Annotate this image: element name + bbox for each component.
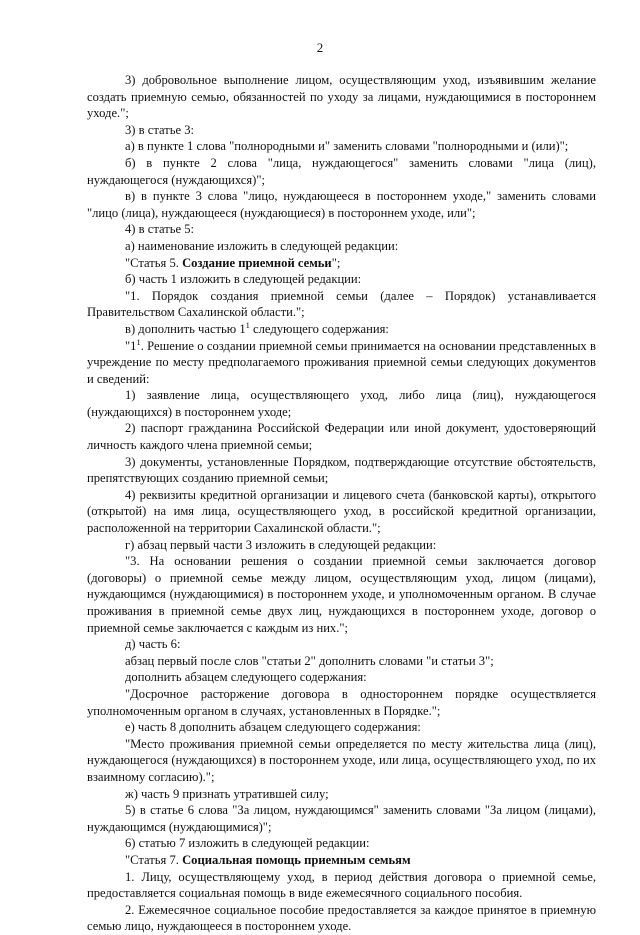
paragraph: а) в пункте 1 слова "полнородными и" заменить словами "полнородными и (или)"; bbox=[125, 139, 569, 154]
paragraph: 6) статью 7 изложить в следующей редакции: bbox=[125, 836, 370, 851]
paragraph: 4) реквизиты кредитной организации и лицевого счета (банковской карты), открытого (открытой) на имя лица, осуществляющего уход, в российской кредитной организации, расположенной на территории Сахалинской области."; bbox=[87, 487, 596, 536]
paragraph: б) в пункте 2 слова "лица, нуждающегося" заменить словами "лица (лиц), нуждающегося (нуждающихся)"; bbox=[87, 155, 596, 187]
paragraph: 1) заявление лица, осуществляющего уход, либо лица (лиц), нуждающегося (нуждающихся) в постороннем уходе; bbox=[87, 388, 596, 419]
paragraph: 3) добровольное выполнение лицом, осуществляющим уход, изъявившим желание создать приемную семью, обязанностей по уходу за лицами, нуждающимися в постороннем уходе."; bbox=[87, 73, 596, 121]
paragraph: 4) в статье 5: bbox=[125, 222, 195, 237]
paragraph: 3) документы, установленные Порядком, подтверждающие отсутствие обстоятельств, препятствующих созданию приемной семьи; bbox=[87, 454, 596, 486]
page-number: 2 bbox=[316, 40, 324, 55]
paragraph: "Статья 5. Создание приемной семьи"; bbox=[125, 255, 341, 270]
paragraph: д) часть 6: bbox=[125, 637, 181, 652]
paragraph: 2. Ежемесячное социальное пособие предоставляется за каждое принятое в приемную семью лицо, нуждающееся в постороннем уходе. bbox=[87, 902, 596, 934]
document-body bbox=[87, 72, 596, 935]
paragraph: в) в пункте 3 слова "лицо, нуждающееся в постороннем уходе," заменить словами "лицо (лица), нуждающееся (нуждающиеся) в постороннем уходе, или"; bbox=[87, 189, 596, 220]
paragraph: ж) часть 9 признать утратившей силу; bbox=[125, 786, 329, 801]
paragraph: 2) паспорт гражданина Российской Федерации или иной документ, удостоверяющий личность каждого члена приемной семьи; bbox=[87, 421, 596, 453]
paragraph: б) часть 1 изложить в следующей редакции: bbox=[125, 272, 362, 287]
article-title: Социальная помощь приемным семьям bbox=[182, 852, 411, 867]
paragraph: 3) в статье 3: bbox=[125, 122, 195, 137]
paragraph: "$1^1$. Решение о создании приемной семьи принимается на основании представленных в учреждение по месту предполагаемого проживания приемной семьи следующих документов и сведений: bbox=[87, 336, 596, 386]
paragraph: а) наименование изложить в следующей редакции: bbox=[125, 238, 399, 253]
paragraph: абзац первый после слов "статьи 2" дополнить словами "и статьи 3"; bbox=[125, 653, 494, 668]
paragraph: г) абзац первый части 3 изложить в следующей редакции: bbox=[125, 537, 437, 552]
paragraph: "1. Порядок создания приемной семьи (далее – Порядок) устанавливается Правительством Сахалинской области."; bbox=[87, 288, 596, 320]
paragraph: 5) в статье 6 слова "За лицом, нуждающимся" заменить словами "За лицом (лицами), нуждающимся (нуждающимися)"; bbox=[87, 803, 596, 834]
paragraph: дополнить абзацем следующего содержания: bbox=[125, 670, 367, 685]
paragraph: в) дополнить частью $1^1$ следующего содержания: bbox=[125, 319, 389, 336]
paragraph: е) часть 8 дополнить абзацем следующего содержания: bbox=[125, 720, 421, 735]
paragraph: "Досрочное расторжение договора в одностороннем порядке осуществляется уполномоченным органом в случаях, установленных в Порядке."; bbox=[87, 686, 596, 718]
article-title: Создание приемной семьи bbox=[182, 255, 332, 270]
paragraph: "3. На основании решения о создании приемной семьи заключается договор (договоры) о приемной семье между лицом, осуществляющим уход, лицом (лицами), нуждающимся (нуждающимися) в постороннем уходе, и уполномоченным органом. В случае проживания в приемной семье двух лиц, нуждающихся в постороннем уходе, договор о приемной семье заключается с каждым из них."; bbox=[87, 554, 596, 635]
paragraph: "Место проживания приемной семьи определяется по месту жительства лица (лиц), нуждающегося (нуждающихся) в постороннем уходе, или лица, осуществляющего уход, по их взаимному согласию)."; bbox=[87, 736, 596, 784]
paragraph: 1. Лицу, осуществляющему уход, в период действия договора о приемной семье, предоставляется социальная помощь в виде ежемесячного социального пособия. bbox=[87, 869, 596, 901]
paragraph: "Статья 7. Социальная помощь приемным семьям bbox=[125, 852, 411, 867]
